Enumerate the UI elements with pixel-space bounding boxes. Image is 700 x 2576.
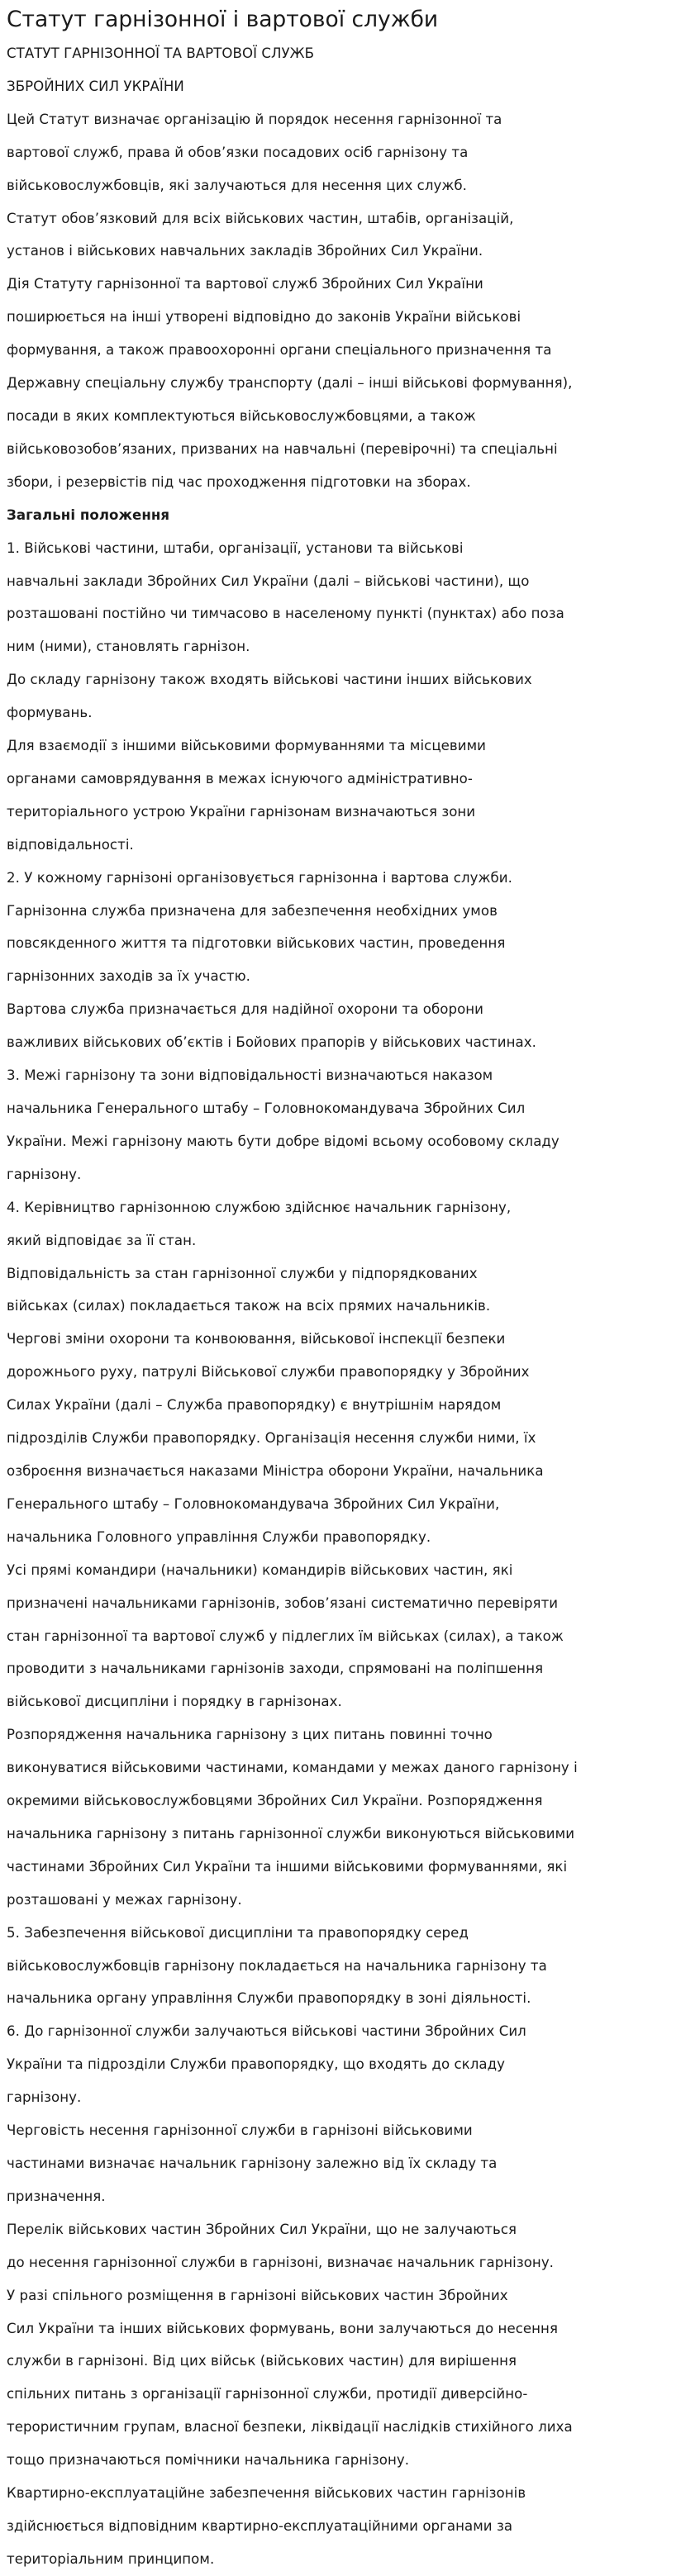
text-line: Державну спеціальну службу транспорту (далі – інші військові формування), (7, 375, 573, 392)
text-line: озброєння визначається наказами Міністра оборони України, начальника (7, 1462, 544, 1479)
text-line: гарнізону. (7, 1166, 82, 1182)
text-line: Цей Статут визначає організацію й порядок несення гарнізонної та (7, 111, 502, 127)
text-line: військовослужбовців гарнізону покладається на начальника гарнізону та (7, 1957, 547, 1974)
text-line: стан гарнізонної та вартової служб у підлеглих їм військах (силах), а також (7, 1628, 564, 1644)
text-line: тощо призначаються помічники начальника гарнізону. (7, 2452, 410, 2469)
text-line: військовослужбовців, які залучаються для несення цих служб. (7, 177, 467, 193)
document-body (7, 37, 693, 2576)
text-line: окремими військовослужбовцями Збройних Сил України. Розпорядження (7, 1793, 543, 1809)
text-line: Вартова служба призначається для надійної охорони та оборони (7, 1001, 484, 1018)
text-line: дорожнього руху, патрулі Військової служби правопорядку у Збройних (7, 1364, 530, 1381)
text-line: спільних питань з організації гарнізонної служби, протидії диверсійно- (7, 2386, 528, 2403)
text-line: відповідальності. (7, 836, 134, 853)
text-line: Черговість несення гарнізонної служби в гарнізоні військовими (7, 2122, 473, 2139)
text-line: розташовані у межах гарнізону. (7, 1891, 242, 1908)
text-line: 5. Забезпечення військової дисципліни та правопорядку серед (7, 1924, 469, 1941)
text-line: важливих військових об’єктів і Бойових прапорів у військових частинах. (7, 1034, 536, 1051)
text-line: Відповідальність за стан гарнізонної служби у підпорядкованих (7, 1265, 478, 1281)
text-line: начальника гарнізону з питань гарнізонної служби виконуються військовими (7, 1825, 575, 1842)
text-line: Перелік військових частин Збройних Сил України, що не залучаються (7, 2221, 517, 2237)
text-line: Сил України та інших військових формувань, вони залучаються до несення (7, 2320, 558, 2336)
text-line: Статут обов’язковий для всіх військових частин, штабів, організацій, (7, 210, 514, 226)
text-line: 1. Військові частини, штаби, організації, установи та військові (7, 539, 464, 556)
text-line: навчальні заклади Збройних Сил України (далі – військові частини), що (7, 573, 530, 589)
text-line: служби в гарнізоні. Від цих військ (військових частин) для вирішення (7, 2353, 517, 2369)
text-line: Усі прямі командири (начальники) командирів військових частин, які (7, 1561, 513, 1578)
text-line: України. Межі гарнізону мають бути добре відомі всьому особовому складу (7, 1133, 560, 1149)
text-line: частинами Збройних Сил України та іншими військовими формуваннями, які (7, 1858, 568, 1875)
text-line: формування, а також правоохоронні органи спеціального призначення та (7, 342, 552, 359)
text-line: який відповідає за її стан. (7, 1232, 197, 1248)
text-line: поширюється на інші утворені відповідно до законів України військові (7, 309, 521, 326)
text-line: гарнізонних заходів за їх участю. (7, 968, 250, 985)
text-line: підрозділів Служби правопорядку. Організація несення служби ними, їх (7, 1430, 536, 1447)
text-line: призначення. (7, 2188, 106, 2204)
text-line: частинами визначає начальник гарнізону залежно від їх складу та (7, 2155, 498, 2171)
text-line: військах (силах) покладається також на всіх прямих начальників. (7, 1298, 491, 1314)
text-line: 4. Керівництво гарнізонною службою здійснює начальник гарнізону, (7, 1199, 512, 1215)
text-line: начальника Головного управління Служби правопорядку. (7, 1528, 431, 1545)
text-line: Розпорядження начальника гарнізону з цих питань повинні точно (7, 1727, 493, 1743)
text-line: Генерального штабу – Головнокомандувача Збройних Сил України, (7, 1495, 500, 1512)
text-line: повсякденного життя та підготовки військових частин, проведення (7, 935, 506, 952)
text-line: У разі спільного розміщення в гарнізоні військових частин Збройних (7, 2287, 508, 2303)
text-line: установ і військових навчальних закладів Збройних Сил України. (7, 243, 483, 259)
text-line: розташовані постійно чи тимчасово в населеному пункті (пунктах) або поза (7, 606, 564, 622)
text-line: Гарнізонна служба призначена для забезпечення необхідних умов (7, 902, 498, 919)
text-line: здійснюється відповідним квартирно-експлуатаційними органами за (7, 2517, 513, 2534)
text-line: посади в яких комплектуються військовослужбовцями, а також (7, 407, 476, 424)
text-line: призначені начальниками гарнізонів, зобов’язані систематично перевіряти (7, 1595, 559, 1611)
text-line: терористичним групам, власної безпеки, ліквідації наслідків стихійного лиха (7, 2419, 573, 2436)
text-line: збори, і резервістів під час проходження підготовки на зборах. (7, 473, 471, 490)
text-line: до несення гарнізонної служби в гарнізоні, визначає начальник гарнізону. (7, 2254, 555, 2270)
text-line: 2. У кожному гарнізоні організовується гарнізонна і вартова служби. (7, 869, 512, 886)
text-line: СТАТУТ ГАРНІЗОННОЇ ТА ВАРТОВОЇ СЛУЖБ (7, 45, 315, 61)
text-line: Для взаємодії з іншими військовими формуваннями та місцевими (7, 738, 486, 754)
text-line: Чергові зміни охорони та конвоювання, військової інспекції безпеки (7, 1331, 506, 1347)
text-line: 3. Межі гарнізону та зони відповідальності визначаються наказом (7, 1067, 493, 1084)
page-title: Статут гарнізонної і вартової служби (7, 7, 439, 32)
text-line: До складу гарнізону також входять військові частини інших військових (7, 672, 532, 688)
text-line: Дія Статуту гарнізонної та вартової служб Збройних Сил України (7, 276, 483, 292)
text-line: територіальним принципом. (7, 2550, 215, 2567)
text-line: України та підрозділи Служби правопорядку, що входять до складу (7, 2056, 506, 2073)
text-line: 6. До гарнізонної служби залучаються військові частини Збройних Сил (7, 2023, 526, 2040)
text-line: органами самоврядування в межах існуючого адміністративно- (7, 770, 473, 787)
text-line: територіального устрою України гарнізонам визначаються зони (7, 803, 476, 820)
text-line: формувань. (7, 705, 93, 721)
text-line: Квартирно-експлуатаційне забезпечення військових частин гарнізонів (7, 2485, 526, 2502)
text-line: ним (ними), становлять гарнізон. (7, 639, 250, 655)
text-line: начальника органу управління Служби правопорядку в зоні діяльності. (7, 1990, 531, 2007)
text-line: вартової служб, права й обов’язки посадових осіб гарнізону та (7, 144, 469, 160)
text-line: виконуватися військовими частинами, командами у межах даного гарнізону і (7, 1760, 578, 1776)
text-line: гарнізону. (7, 2089, 82, 2106)
text-line: військової дисципліни і порядку в гарнізонах. (7, 1694, 342, 1710)
text-line: проводити з начальниками гарнізонів заходи, спрямовані на поліпшення (7, 1661, 544, 1677)
section-heading: Загальні положення (7, 506, 170, 523)
text-line: військовозобов’язаних, призваних на навчальні (перевірочні) та спеціальні (7, 440, 558, 457)
text-line: начальника Генерального штабу – Головнокомандувача Збройних Сил (7, 1100, 526, 1116)
text-line: ЗБРОЙНИХ СИЛ УКРАЇНИ (7, 78, 184, 94)
text-line: Силах України (далі – Служба правопорядку) є внутрішнім нарядом (7, 1397, 502, 1414)
